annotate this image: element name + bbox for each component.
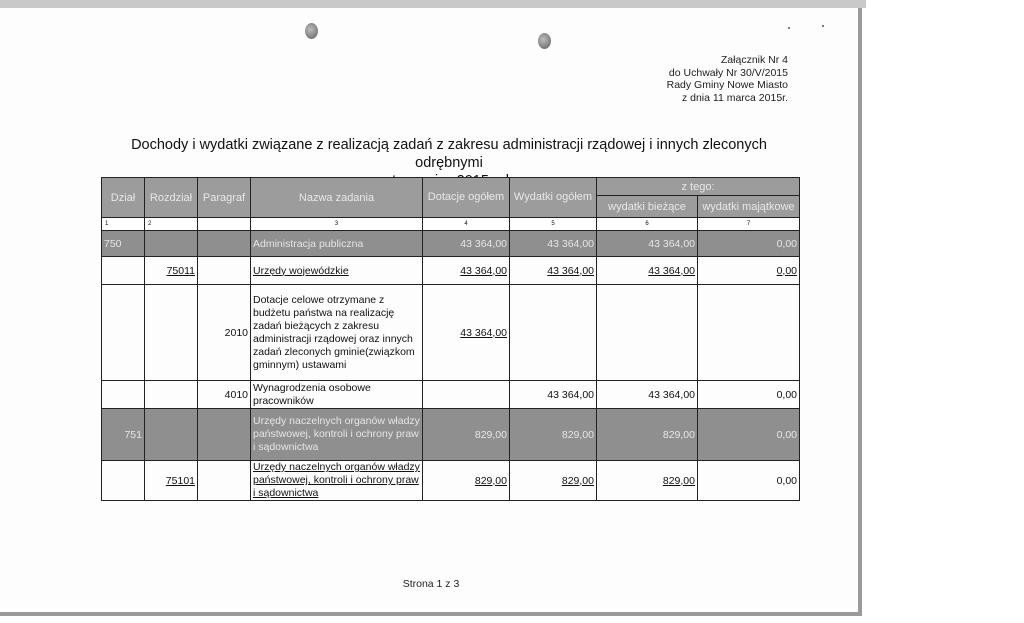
cell-majatkowe: 0,00 (698, 257, 800, 285)
cell-dotacje: 829,00 (423, 461, 510, 501)
cell-nazwa: Urzędy naczelnych organów władzy państwowej, kontroli i ochrony praw i sądownictwa (251, 461, 423, 501)
table-row (102, 285, 800, 381)
cell-dzial (102, 461, 145, 501)
header-rozdzial: Rozdział (145, 178, 198, 218)
punch-hole-icon (538, 33, 551, 49)
cell-dzial (102, 381, 145, 409)
cell-wydatki: 43 364,00 (510, 231, 597, 257)
cell-wydatki: 43 364,00 (510, 257, 597, 285)
cell-dzial: 750 (102, 231, 145, 257)
cell-biezace (597, 285, 698, 381)
cell-nazwa: Dotacje celowe otrzymane z budżetu państwa na realizację zadań bieżących z zakresu administracji rządowej oraz innych zadań zleconych gminie(związkom gminnym) ustawami (251, 285, 423, 381)
scan-top-edge (0, 0, 866, 8)
cell-dzial (102, 285, 145, 381)
cell-majatkowe (698, 285, 800, 381)
cell-dotacje: 43 364,00 (423, 257, 510, 285)
cell-rozdzial (145, 409, 198, 461)
cell-dotacje (423, 381, 510, 409)
cell-majatkowe: 0,00 (698, 409, 800, 461)
column-number: 2 (145, 218, 198, 231)
cell-paragraf (198, 409, 251, 461)
page-number: Strona 1 z 3 (402, 578, 460, 590)
scan-speck (822, 25, 824, 27)
budget-table (101, 177, 800, 501)
table-row (102, 257, 800, 285)
table-row (102, 231, 800, 257)
annex-line-4: z dnia 11 marca 2015r. (681, 91, 788, 104)
cell-dotacje: 43 364,00 (423, 231, 510, 257)
cell-dzial (102, 257, 145, 285)
cell-paragraf: 2010 (198, 285, 251, 381)
header-wydatki-biezace: wydatki bieżące (597, 196, 698, 218)
column-number: 5 (510, 218, 597, 231)
cell-nazwa: Administracja publiczna (251, 231, 423, 257)
cell-biezace: 43 364,00 (597, 381, 698, 409)
cell-rozdzial (145, 231, 198, 257)
header-dzial: Dział (102, 178, 145, 218)
cell-wydatki: 829,00 (510, 461, 597, 501)
annex-note (667, 54, 788, 104)
column-number-empty (198, 218, 251, 231)
cell-wydatki: 43 364,00 (510, 381, 597, 409)
annex-line-1: Załącznik Nr 4 (720, 54, 788, 66)
column-number: 4 (423, 218, 510, 231)
cell-rozdzial (145, 381, 198, 409)
cell-paragraf: 4010 (198, 381, 251, 409)
cell-biezace: 829,00 (597, 409, 698, 461)
cell-rozdzial (145, 285, 198, 381)
header-nazwa: Nazwa zadania (251, 178, 423, 218)
table-row (102, 409, 800, 461)
table-row (102, 461, 800, 501)
punch-hole-icon (305, 23, 318, 39)
header-dotacje: Dotacje ogółem (423, 178, 510, 218)
table-row (102, 381, 800, 409)
cell-biezace: 43 364,00 (597, 257, 698, 285)
cell-nazwa: Urzędy wojewódzkie (251, 257, 423, 285)
cell-biezace: 829,00 (597, 461, 698, 501)
annex-line-2: do Uchwały Nr 30/V/2015 (668, 66, 788, 79)
cell-biezace: 43 364,00 (597, 231, 698, 257)
cell-paragraf (198, 257, 251, 285)
column-number: 7 (698, 218, 800, 231)
header-z-tego: z tego: (597, 178, 800, 196)
cell-dotacje: 43 364,00 (423, 285, 510, 381)
cell-majatkowe: 0,00 (698, 231, 800, 257)
header-wydatki-majatkowe: wydatki majątkowe (698, 196, 800, 218)
cell-paragraf (198, 461, 251, 501)
cell-majatkowe: 0,00 (698, 461, 800, 501)
column-number: 3 (251, 218, 423, 231)
cell-rozdzial: 75101 (145, 461, 198, 501)
cell-wydatki (510, 285, 597, 381)
annex-line-3: Rady Gminy Nowe Miasto (666, 79, 788, 91)
cell-dzial: 751 (102, 409, 145, 461)
column-number: 1 (102, 218, 145, 231)
scan-speck (788, 27, 790, 29)
cell-nazwa: Urzędy naczelnych organów władzy państwowej, kontroli i ochrony praw i sądownictwa (251, 409, 423, 461)
table-header-row (102, 178, 800, 196)
cell-paragraf (198, 231, 251, 257)
cell-rozdzial: 75011 (145, 257, 198, 285)
cell-majatkowe: 0,00 (698, 381, 800, 409)
header-paragraf: Paragraf (198, 178, 251, 218)
title-line-1: Dochody i wydatki związane z realizacją zadań z zakresu administracji rządowej i innych zleconych odrębnymi (131, 137, 767, 171)
column-number-row (102, 218, 800, 231)
cell-wydatki: 829,00 (510, 409, 597, 461)
cell-nazwa: Wynagrodzenia osobowe pracowników (251, 381, 423, 409)
cell-dotacje: 829,00 (423, 409, 510, 461)
header-wydatki: Wydatki ogółem (510, 178, 597, 218)
column-number: 6 (597, 218, 698, 231)
